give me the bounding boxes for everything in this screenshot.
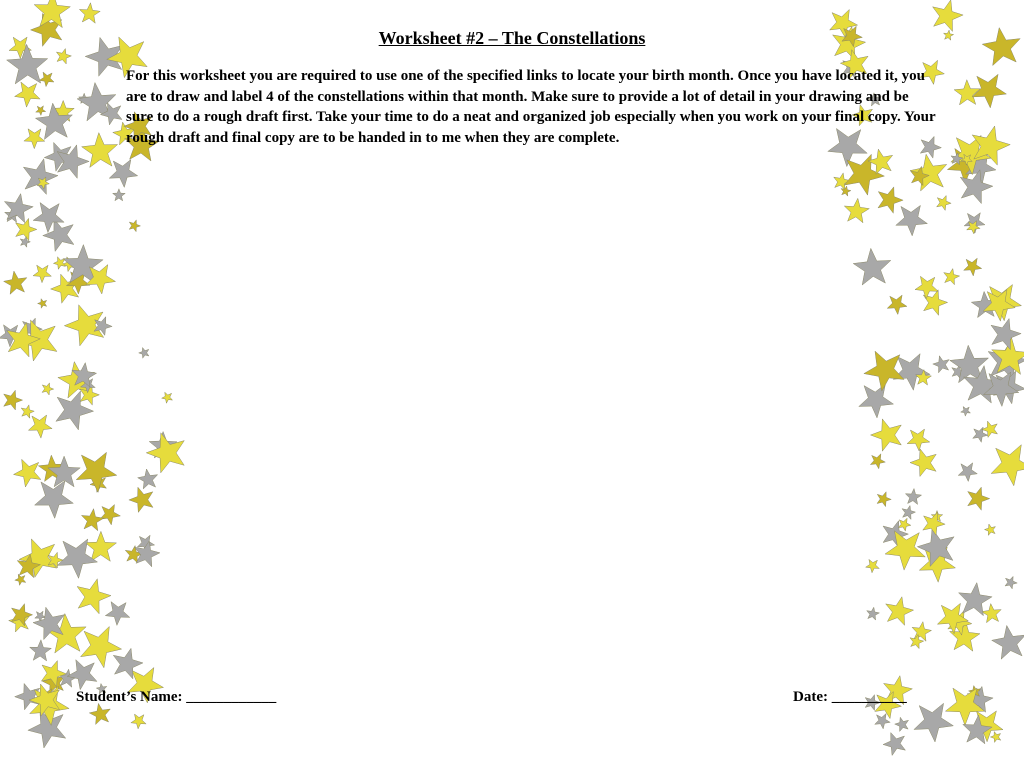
star-icon [1005, 576, 1017, 589]
star-icon [81, 627, 122, 668]
star-icon [968, 487, 990, 510]
star-icon [109, 160, 138, 188]
star-icon [878, 187, 903, 213]
star-icon [990, 732, 1000, 743]
star-icon [877, 492, 891, 507]
star-icon [875, 714, 891, 729]
star-icon [859, 384, 894, 418]
star-icon [146, 433, 184, 473]
star-icon [4, 390, 23, 410]
star-icon [933, 356, 949, 373]
star-icon [129, 220, 140, 232]
star-icon [991, 319, 1021, 350]
star-icon [992, 625, 1024, 659]
star-icon [905, 489, 921, 505]
star-icon [902, 506, 916, 520]
star-icon [907, 429, 930, 451]
star-icon [895, 717, 909, 731]
star-icon [991, 445, 1024, 486]
star-icon [944, 269, 960, 285]
star-icon [864, 351, 904, 391]
star-icon [15, 574, 26, 585]
star-icon [964, 258, 982, 276]
star-icon [15, 82, 40, 107]
star-icon [105, 602, 130, 626]
star-icon [958, 463, 977, 482]
star-icon [82, 509, 104, 531]
star-icon [961, 407, 971, 417]
star-icon [912, 622, 931, 642]
star-icon [39, 72, 54, 87]
star-icon [910, 449, 936, 477]
star-icon [139, 348, 149, 359]
worksheet-title: Worksheet #2 – The Constellations [378, 28, 646, 48]
star-icon [4, 194, 33, 223]
star-icon [100, 505, 121, 525]
star-icon [896, 205, 928, 236]
star-icon [937, 196, 952, 211]
star-icon [886, 597, 914, 626]
star-icon [131, 714, 146, 729]
date-line: Date: __________ [793, 689, 907, 705]
star-icon [4, 271, 27, 294]
star-icon [887, 295, 907, 314]
star-icon [30, 640, 52, 661]
star-icon [33, 265, 51, 283]
star-icon [129, 487, 153, 512]
star-icon [36, 106, 46, 116]
star-icon [79, 3, 100, 23]
star-icon [985, 524, 996, 535]
star-icon [24, 129, 45, 149]
star-icon [853, 248, 891, 285]
star-icon [162, 392, 173, 403]
star-icon [113, 189, 126, 201]
worksheet-instructions: For this worksheet you are required to use one of the specified links to locate your birth month. Once you have located it, you are to draw and label 4 of the constellations within that month. Make sure to provide a lot of detail in your drawing and be sure to do a rough draft first. Take your time to do a neat and organized job especially when you work on your final copy. Your rough draft and final copy are to be handed in to me when they are complete. [126, 68, 936, 146]
star-icon [844, 198, 869, 223]
star-icon [14, 459, 41, 487]
star-icon [56, 49, 71, 65]
star-icon [866, 559, 880, 572]
star-icon [77, 579, 111, 614]
star-icon [871, 419, 902, 451]
star-icon [914, 703, 954, 742]
star-icon [898, 518, 911, 531]
star-icon [870, 454, 885, 469]
star-icon [42, 383, 54, 395]
star-icon [28, 415, 52, 438]
star-icon [89, 703, 110, 724]
star-icon [982, 604, 1002, 623]
student-name-line: Student’s Name: ____________ [76, 689, 277, 705]
star-icon [15, 683, 40, 709]
star-icon [23, 159, 58, 195]
star-icon [76, 452, 117, 492]
star-icon [138, 469, 158, 489]
star-icon [883, 733, 905, 756]
star-icon [38, 299, 47, 309]
star-icon [867, 607, 880, 620]
star-icon [954, 80, 980, 105]
star-icon [933, 0, 964, 31]
